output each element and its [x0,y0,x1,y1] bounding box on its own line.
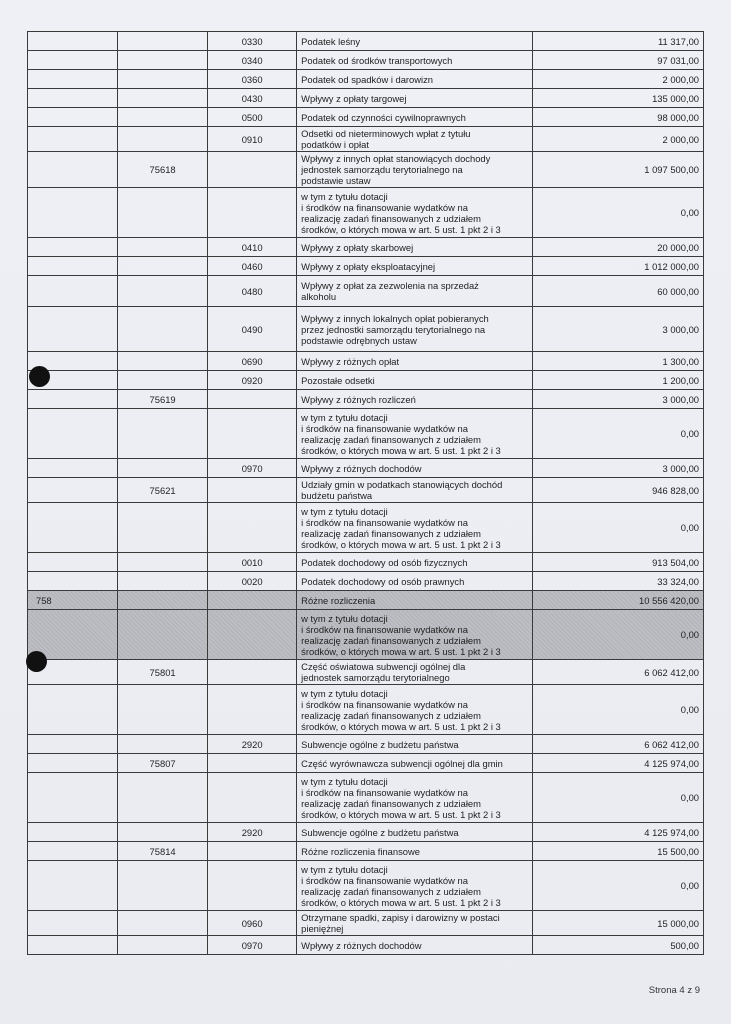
name-cell [297,409,533,459]
name-line: Część wyrównawcza subwencji ogólnej dla gmin [301,757,503,769]
name-line: środków, o których mowa w art. 5 ust. 1 pkt 2 i 3 [301,538,501,550]
amount-cell: 11 317,00 [532,32,703,51]
paragraf-cell: 2920 [208,823,297,842]
name-line: realizację zadań finansowanych z udziałem [301,433,481,445]
name-cell [297,459,533,478]
table-row [28,459,704,478]
rozdzial-cell: 75807 [118,754,208,773]
amount-cell: 2 000,00 [532,70,703,89]
paragraf-cell: 0020 [208,572,297,591]
dzial-cell [28,459,118,478]
dzial-cell [28,89,118,108]
name-cell [297,371,533,390]
name-line: i środków na finansowanie wydatków na [301,786,468,798]
name-cell [297,773,533,823]
name-cell [297,89,533,108]
dzial-cell [28,257,118,276]
dzial-cell [28,685,118,735]
amount-cell: 135 000,00 [532,89,703,108]
rozdzial-cell [118,276,208,307]
table-row [28,911,704,936]
name-cell [297,390,533,409]
rozdzial-cell [118,257,208,276]
name-line: realizację zadań finansowanych z udziałem [301,709,481,721]
name-line: i środków na finansowanie wydatków na [301,422,468,434]
name-cell [297,911,533,936]
name-cell [297,735,533,754]
paragraf-cell: 0500 [208,108,297,127]
name-cell [297,610,533,660]
dzial-cell [28,936,118,955]
name-line: i środków na finansowanie wydatków na [301,623,468,635]
name-line: środków, o których mowa w art. 5 ust. 1 pkt 2 i 3 [301,896,501,908]
name-cell [297,307,533,352]
amount-cell: 1 097 500,00 [532,152,703,188]
name-cell [297,238,533,257]
amount-cell: 0,00 [532,409,703,459]
paragraf-cell: 0360 [208,70,297,89]
name-line: Wpływy z różnych dochodów [301,939,422,951]
rozdzial-cell [118,591,208,610]
table-row [28,371,704,390]
name-line: realizację zadań finansowanych z udziałem [301,212,481,224]
name-line: alkoholu [301,291,337,302]
name-line: Różne rozliczenia finansowe [301,845,420,857]
amount-cell: 60 000,00 [532,276,703,307]
dzial-cell [28,478,118,503]
amount-cell: 2 000,00 [532,127,703,152]
table-row [28,553,704,572]
table-row [28,503,704,553]
amount-cell: 0,00 [532,861,703,911]
paragraf-cell [208,610,297,660]
name-line: Wpływy z innych lokalnych opłat pobieranych [301,312,489,324]
paragraf-cell: 0330 [208,32,297,51]
name-line: realizację zadań finansowanych z udziałem [301,527,481,539]
rozdzial-cell [118,32,208,51]
paragraf-cell: 0480 [208,276,297,307]
name-line: środków, o których mowa w art. 5 ust. 1 pkt 2 i 3 [301,444,501,456]
amount-cell: 3 000,00 [532,459,703,478]
name-cell [297,188,533,238]
table-row [28,735,704,754]
rozdzial-cell [118,861,208,911]
dzial-cell [28,188,118,238]
name-cell [297,591,533,610]
name-line: Podatek od spadków i darowizn [301,73,434,85]
paragraf-cell [208,478,297,503]
paragraf-cell: 0460 [208,257,297,276]
table-row [28,390,704,409]
table-row [28,754,704,773]
dzial-cell [28,842,118,861]
name-line: Wpływy z opłaty targowej [301,92,407,104]
name-line: podstawie odrębnych ustaw [301,334,417,346]
name-line: w tym z tytułu dotacji [301,411,388,423]
name-cell [297,685,533,735]
dzial-cell [28,390,118,409]
name-line: Otrzymane spadki, zapisy i darowizny w postaci [301,912,500,923]
name-line: jednostek samorządu terytorialnego na [301,164,463,175]
name-cell [297,553,533,572]
name-line: i środków na finansowanie wydatków na [301,516,468,528]
amount-cell: 913 504,00 [532,553,703,572]
punch-hole-mark [26,651,47,672]
paragraf-cell [208,842,297,861]
amount-cell: 10 556 420,00 [532,591,703,610]
table-row [28,70,704,89]
name-line: Subwencje ogólne z budżetu państwa [301,826,459,838]
name-line: środków, o których mowa w art. 5 ust. 1 pkt 2 i 3 [301,223,501,235]
name-cell [297,127,533,152]
rozdzial-cell: 75814 [118,842,208,861]
table-row [28,108,704,127]
paragraf-cell [208,591,297,610]
name-cell [297,842,533,861]
name-line: Podatek od środków transportowych [301,54,453,66]
name-line: Różne rozliczenia [301,594,376,606]
table-row [28,610,704,660]
paragraf-cell: 2920 [208,735,297,754]
name-line: Wpływy z opłat za zezwolenia na sprzedaż [301,280,479,291]
name-cell [297,503,533,553]
name-cell [297,152,533,188]
paragraf-cell [208,773,297,823]
rozdzial-cell [118,307,208,352]
rozdzial-cell [118,409,208,459]
table-row [28,238,704,257]
table-row [28,685,704,735]
amount-cell: 1 300,00 [532,352,703,371]
rozdzial-cell [118,823,208,842]
dzial-cell [28,108,118,127]
table-row [28,257,704,276]
dzial-cell [28,51,118,70]
rozdzial-cell [118,685,208,735]
budget-income-table [27,31,704,955]
rozdzial-cell: 75621 [118,478,208,503]
name-line: w tym z tytułu dotacji [301,505,388,517]
paragraf-cell [208,754,297,773]
rozdzial-cell [118,735,208,754]
rozdzial-cell [118,352,208,371]
rozdzial-cell [118,188,208,238]
dzial-cell [28,238,118,257]
amount-cell: 6 062 412,00 [532,660,703,685]
name-line: Podatek od czynności cywilnoprawnych [301,111,466,123]
rozdzial-cell: 75618 [118,152,208,188]
amount-cell: 97 031,00 [532,51,703,70]
paragraf-cell: 0970 [208,459,297,478]
table-row [28,32,704,51]
rozdzial-cell [118,773,208,823]
dzial-cell [28,127,118,152]
table-row [28,591,704,610]
name-cell [297,51,533,70]
amount-cell: 33 324,00 [532,572,703,591]
name-line: jednostek samorządu terytorialnego [301,672,450,683]
name-cell [297,936,533,955]
name-cell [297,32,533,51]
dzial-cell [28,773,118,823]
amount-cell: 4 125 974,00 [532,823,703,842]
table-row [28,823,704,842]
name-line: i środków na finansowanie wydatków na [301,874,468,886]
amount-cell: 4 125 974,00 [532,754,703,773]
amount-cell: 500,00 [532,936,703,955]
amount-cell: 6 062 412,00 [532,735,703,754]
paragraf-cell: 0970 [208,936,297,955]
name-line: Wpływy z innych opłat stanowiących dochody [301,153,491,164]
name-line: Pozostałe odsetki [301,374,375,386]
name-line: Podatek dochodowy od osób fizycznych [301,556,468,568]
dzial-cell [28,861,118,911]
table-row [28,572,704,591]
amount-cell: 0,00 [532,610,703,660]
name-line: w tym z tytułu dotacji [301,612,388,624]
table-row [28,352,704,371]
amount-cell: 0,00 [532,685,703,735]
dzial-cell: 758 [28,591,118,610]
rozdzial-cell [118,459,208,478]
amount-cell: 1 012 000,00 [532,257,703,276]
dzial-cell [28,823,118,842]
paragraf-cell [208,409,297,459]
name-line: i środków na finansowanie wydatków na [301,201,468,213]
dzial-cell [28,32,118,51]
name-line: podstawie ustaw [301,175,371,186]
name-cell [297,108,533,127]
amount-cell: 3 000,00 [532,390,703,409]
name-line: w tym z tytułu dotacji [301,190,388,202]
name-line: Wpływy z opłaty eksploatacyjnej [301,260,436,272]
name-cell [297,660,533,685]
name-cell [297,478,533,503]
rozdzial-cell [118,553,208,572]
amount-cell: 98 000,00 [532,108,703,127]
paragraf-cell: 0960 [208,911,297,936]
dzial-cell [28,503,118,553]
table-row [28,936,704,955]
name-line: Wpływy z różnych rozliczeń [301,393,416,405]
name-line: podatków i opłat [301,139,369,150]
paragraf-cell [208,861,297,911]
name-line: Wpływy z opłaty skarbowej [301,241,414,253]
name-line: Wpływy z różnych dochodów [301,462,422,474]
rozdzial-cell [118,936,208,955]
name-line: środków, o których mowa w art. 5 ust. 1 pkt 2 i 3 [301,808,501,820]
name-line: realizację zadań finansowanych z udziałem [301,797,481,809]
name-line: w tym z tytułu dotacji [301,863,388,875]
table-row [28,861,704,911]
name-cell [297,276,533,307]
paragraf-cell: 0910 [208,127,297,152]
rozdzial-cell [118,89,208,108]
amount-cell: 1 200,00 [532,371,703,390]
name-line: budżetu państwa [301,490,373,501]
amount-cell: 0,00 [532,188,703,238]
paragraf-cell [208,685,297,735]
paragraf-cell [208,660,297,685]
name-cell [297,754,533,773]
amount-cell: 0,00 [532,773,703,823]
rozdzial-cell [118,108,208,127]
dzial-cell [28,553,118,572]
rozdzial-cell [118,610,208,660]
rozdzial-cell [118,371,208,390]
amount-cell: 20 000,00 [532,238,703,257]
table-row [28,842,704,861]
name-cell [297,352,533,371]
table-row [28,660,704,685]
paragraf-cell: 0430 [208,89,297,108]
dzial-cell [28,911,118,936]
paragraf-cell [208,390,297,409]
dzial-cell [28,754,118,773]
amount-cell: 15 000,00 [532,911,703,936]
amount-cell: 3 000,00 [532,307,703,352]
dzial-cell [28,276,118,307]
table-row [28,773,704,823]
rozdzial-cell [118,572,208,591]
paragraf-cell: 0010 [208,553,297,572]
dzial-cell [28,307,118,352]
paragraf-cell: 0410 [208,238,297,257]
table-body [28,32,704,955]
amount-cell: 0,00 [532,503,703,553]
punch-hole-mark [29,366,50,387]
rozdzial-cell [118,127,208,152]
name-line: realizację zadań finansowanych z udziałem [301,885,481,897]
dzial-cell [28,70,118,89]
name-line: Podatek dochodowy od osób prawnych [301,575,465,587]
paragraf-cell: 0920 [208,371,297,390]
name-cell [297,257,533,276]
amount-cell: 15 500,00 [532,842,703,861]
name-line: pieniężnej [301,923,344,934]
rozdzial-cell [118,70,208,89]
name-cell [297,861,533,911]
name-line: Udziały gmin w podatkach stanowiących dochód [301,479,503,490]
paragraf-cell [208,152,297,188]
paragraf-cell [208,188,297,238]
name-line: Część oświatowa subwencji ogólnej dla [301,661,466,672]
dzial-cell [28,409,118,459]
table-row [28,188,704,238]
table-row [28,127,704,152]
paragraf-cell: 0690 [208,352,297,371]
table-row [28,152,704,188]
name-line: i środków na finansowanie wydatków na [301,698,468,710]
paragraf-cell: 0490 [208,307,297,352]
rozdzial-cell [118,238,208,257]
table-row [28,276,704,307]
table-row [28,409,704,459]
dzial-cell [28,735,118,754]
name-line: Wpływy z różnych opłat [301,355,400,367]
paragraf-cell: 0340 [208,51,297,70]
table-row [28,51,704,70]
table-row [28,307,704,352]
table-row [28,478,704,503]
rozdzial-cell [118,503,208,553]
name-line: środków, o których mowa w art. 5 ust. 1 pkt 2 i 3 [301,645,501,657]
dzial-cell [28,572,118,591]
dzial-cell [28,152,118,188]
name-line: środków, o których mowa w art. 5 ust. 1 pkt 2 i 3 [301,720,501,732]
name-line: Odsetki od nieterminowych wpłat z tytułu [301,128,471,139]
name-cell [297,70,533,89]
amount-cell: 946 828,00 [532,478,703,503]
name-line: w tym z tytułu dotacji [301,687,388,699]
name-line: Subwencje ogólne z budżetu państwa [301,738,459,750]
name-cell [297,823,533,842]
rozdzial-cell [118,51,208,70]
paragraf-cell [208,503,297,553]
table-row [28,89,704,108]
rozdzial-cell [118,911,208,936]
rozdzial-cell: 75619 [118,390,208,409]
rozdzial-cell: 75801 [118,660,208,685]
page-number: Strona 4 z 9 [648,985,700,996]
name-line: przez jednostki samorządu terytorialnego na [301,323,486,335]
name-line: Podatek leśny [301,35,361,47]
name-line: realizację zadań finansowanych z udziałem [301,634,481,646]
name-line: w tym z tytułu dotacji [301,775,388,787]
name-cell [297,572,533,591]
